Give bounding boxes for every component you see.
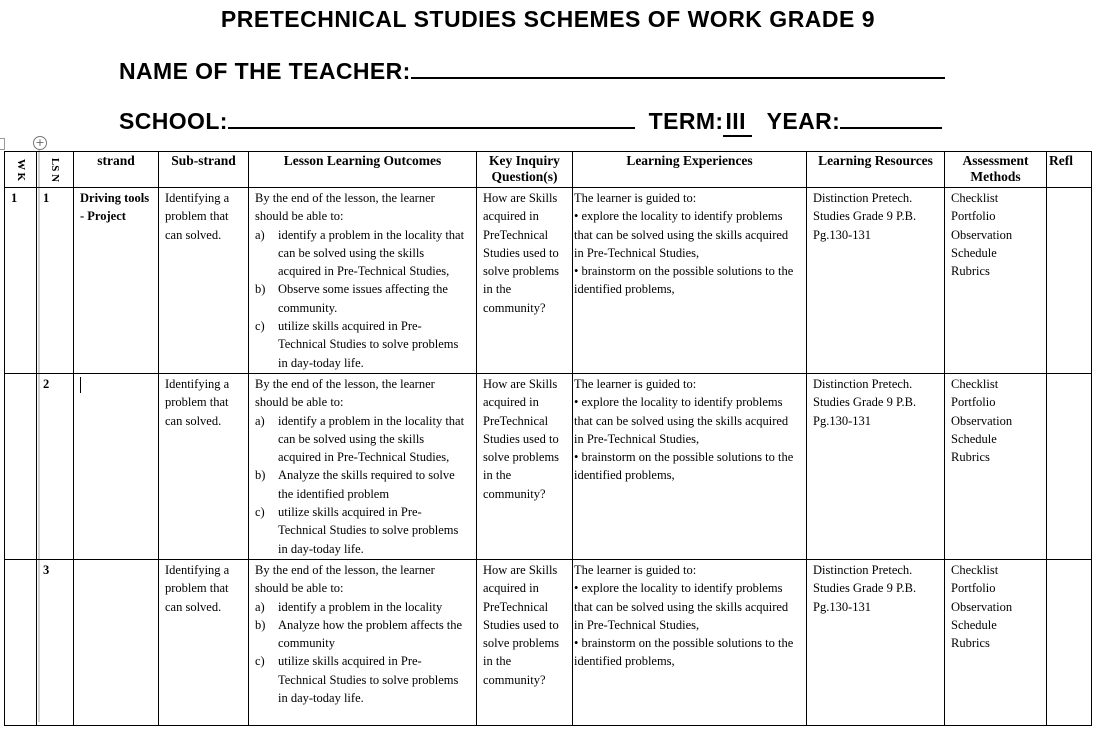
- header-reflection: Refl: [1047, 152, 1092, 188]
- header-row: [5, 152, 1092, 188]
- sub-strand-cell[interactable]: Identifying a problem that can solved.: [159, 188, 249, 374]
- resources-cell[interactable]: Distinction Pretech. Studies Grade 9 P.B. Pg.130-131: [807, 188, 945, 374]
- list-item: • explore the locality to identify problems that can be solved using the skills acquired in Pre-Technical Studies,: [574, 209, 789, 260]
- list-item: Portfolio: [951, 395, 996, 410]
- reflection-cell[interactable]: [1047, 559, 1092, 725]
- teacher-line: [119, 55, 945, 85]
- header-outcomes: Lesson Learning Outcomes: [249, 152, 477, 188]
- text-cursor: [80, 377, 81, 393]
- experiences-intro: The learner is guided to:: [574, 191, 697, 205]
- list-item: Observation: [951, 227, 1013, 242]
- header-inquiry: Key Inquiry Question(s): [477, 152, 573, 188]
- list-item: Rubrics: [951, 264, 990, 279]
- list-item: a) identify a problem in the locality that can be solved using the skills acquired in Pre-Technical Studies,: [255, 227, 465, 279]
- outcomes-cell[interactable]: [249, 559, 477, 725]
- outcomes-list: [255, 412, 470, 558]
- list-item: c) utilize skills acquired in Pre-Technical Studies to solve problems in day-today life.: [255, 319, 459, 370]
- list-item: • brainstorm on the possible solutions to the identified problems,: [574, 264, 794, 297]
- table-row: [5, 188, 1092, 374]
- margin-marker: [0, 138, 5, 150]
- list-item: Schedule: [951, 431, 997, 446]
- experiences-intro: The learner is guided to:: [574, 376, 697, 391]
- lesson-cell[interactable]: 2: [37, 373, 74, 559]
- assessment-cell[interactable]: [945, 373, 1047, 559]
- header-lesson: LS N: [37, 152, 74, 188]
- header-week: W K: [5, 152, 37, 188]
- list-item: • explore the locality to identify problems that can be solved using the skills acquired in Pre-Technical Studies,: [574, 395, 789, 446]
- sub-strand-cell[interactable]: Identifying a problem that can solved.: [159, 559, 249, 725]
- outcomes-cell[interactable]: [249, 373, 477, 559]
- school-blank[interactable]: [228, 105, 635, 129]
- list-item: c) utilize skills acquired in Pre-Technical Studies to solve problems in day-today life.: [255, 505, 459, 556]
- list-item: b) Analyze the skills required to solve the identified problem: [255, 468, 455, 501]
- year-label: YEAR:: [766, 108, 841, 134]
- week-cell[interactable]: [5, 559, 37, 725]
- school-term-year-line: [119, 105, 942, 137]
- list-item: Checklist: [951, 562, 999, 577]
- list-item: Portfolio: [951, 209, 996, 224]
- list-item: Observation: [951, 599, 1013, 614]
- teacher-label: NAME OF THE TEACHER:: [119, 58, 411, 84]
- inquiry-cell[interactable]: How are Skills acquired in PreTechnical Studies used to solve problems in the community?: [477, 559, 573, 725]
- strand-cell[interactable]: [74, 559, 159, 725]
- lesson-cell[interactable]: 3: [37, 559, 74, 725]
- strand-cell[interactable]: [74, 373, 159, 559]
- list-item: • brainstorm on the possible solutions to the identified problems,: [574, 450, 794, 483]
- list-item: Checklist: [951, 376, 999, 391]
- outcomes-cell[interactable]: [249, 188, 477, 374]
- experiences-intro: The learner is guided to:: [574, 562, 697, 577]
- outcomes-list: [255, 226, 470, 372]
- table-row: [5, 373, 1092, 559]
- experiences-cell[interactable]: [573, 559, 807, 725]
- reflection-cell[interactable]: [1047, 188, 1092, 374]
- list-item: Rubrics: [951, 450, 990, 465]
- week-cell[interactable]: [5, 373, 37, 559]
- table-move-handle-icon[interactable]: +: [33, 136, 47, 150]
- list-item: b) Analyze how the problem affects the community: [255, 617, 463, 651]
- header-resources: Learning Resources: [807, 152, 945, 188]
- header-sub-strand: Sub-strand: [159, 152, 249, 188]
- school-label: SCHOOL:: [119, 108, 228, 134]
- resources-cell[interactable]: Distinction Pretech. Studies Grade 9 P.B. Pg.130-131: [807, 373, 945, 559]
- week-cell[interactable]: 1: [5, 188, 37, 374]
- assessment-cell[interactable]: [945, 559, 1047, 725]
- list-item: Schedule: [951, 617, 997, 632]
- reflection-cell[interactable]: [1047, 373, 1092, 559]
- experiences-cell[interactable]: [573, 188, 807, 374]
- strand-cell[interactable]: Driving tools - Project: [74, 188, 159, 374]
- outcomes-list: [255, 598, 470, 708]
- header-strand: strand: [74, 152, 159, 188]
- outcomes-intro: By the end of the lesson, the learner should be able to:: [255, 191, 435, 224]
- term-label: TERM:: [648, 108, 724, 134]
- list-item: • brainstorm on the possible solutions to the identified problems,: [574, 636, 794, 669]
- list-item: Checklist: [951, 191, 999, 205]
- list-item: b) Observe some issues affecting the community.: [255, 282, 448, 315]
- term-value[interactable]: III: [723, 108, 751, 137]
- list-item: Schedule: [951, 245, 997, 260]
- document-title: PRETECHNICAL STUDIES SCHEMES OF WORK GRADE 9: [220, 6, 876, 32]
- scheme-of-work-table: [4, 151, 1092, 726]
- header-experiences: Learning Experiences: [573, 152, 807, 188]
- table-row: [5, 559, 1092, 725]
- list-item: a) identify a problem in the locality that can be solved using the skills acquired in Pre-Technical Studies,: [255, 413, 465, 465]
- inquiry-cell[interactable]: How are Skills acquired in PreTechnical Studies used to solve problems in the community?: [477, 188, 573, 374]
- inquiry-cell[interactable]: How are Skills acquired in PreTechnical Studies used to solve problems in the community?: [477, 373, 573, 559]
- list-item: Observation: [951, 413, 1013, 428]
- resources-cell[interactable]: Distinction Pretech. Studies Grade 9 P.B. Pg.130-131: [807, 559, 945, 725]
- outcomes-intro: By the end of the lesson, the learner should be able to:: [255, 376, 435, 410]
- assessment-cell[interactable]: [945, 188, 1047, 374]
- list-item: a) identify a problem in the locality: [255, 599, 443, 614]
- outcomes-intro: By the end of the lesson, the learner should be able to:: [255, 562, 435, 596]
- list-item: • explore the locality to identify problems that can be solved using the skills acquired in Pre-Technical Studies,: [574, 581, 789, 632]
- experiences-cell[interactable]: [573, 373, 807, 559]
- sub-strand-cell[interactable]: Identifying a problem that can solved.: [159, 373, 249, 559]
- header-assessment: Assessment Methods: [945, 152, 1047, 188]
- list-item: Portfolio: [951, 581, 996, 596]
- year-blank[interactable]: [840, 105, 942, 129]
- list-item: Rubrics: [951, 636, 990, 651]
- lesson-cell[interactable]: 1: [37, 188, 74, 374]
- teacher-blank[interactable]: [411, 55, 945, 79]
- list-item: c) utilize skills acquired in Pre-Technical Studies to solve problems in day-today life.: [255, 654, 459, 706]
